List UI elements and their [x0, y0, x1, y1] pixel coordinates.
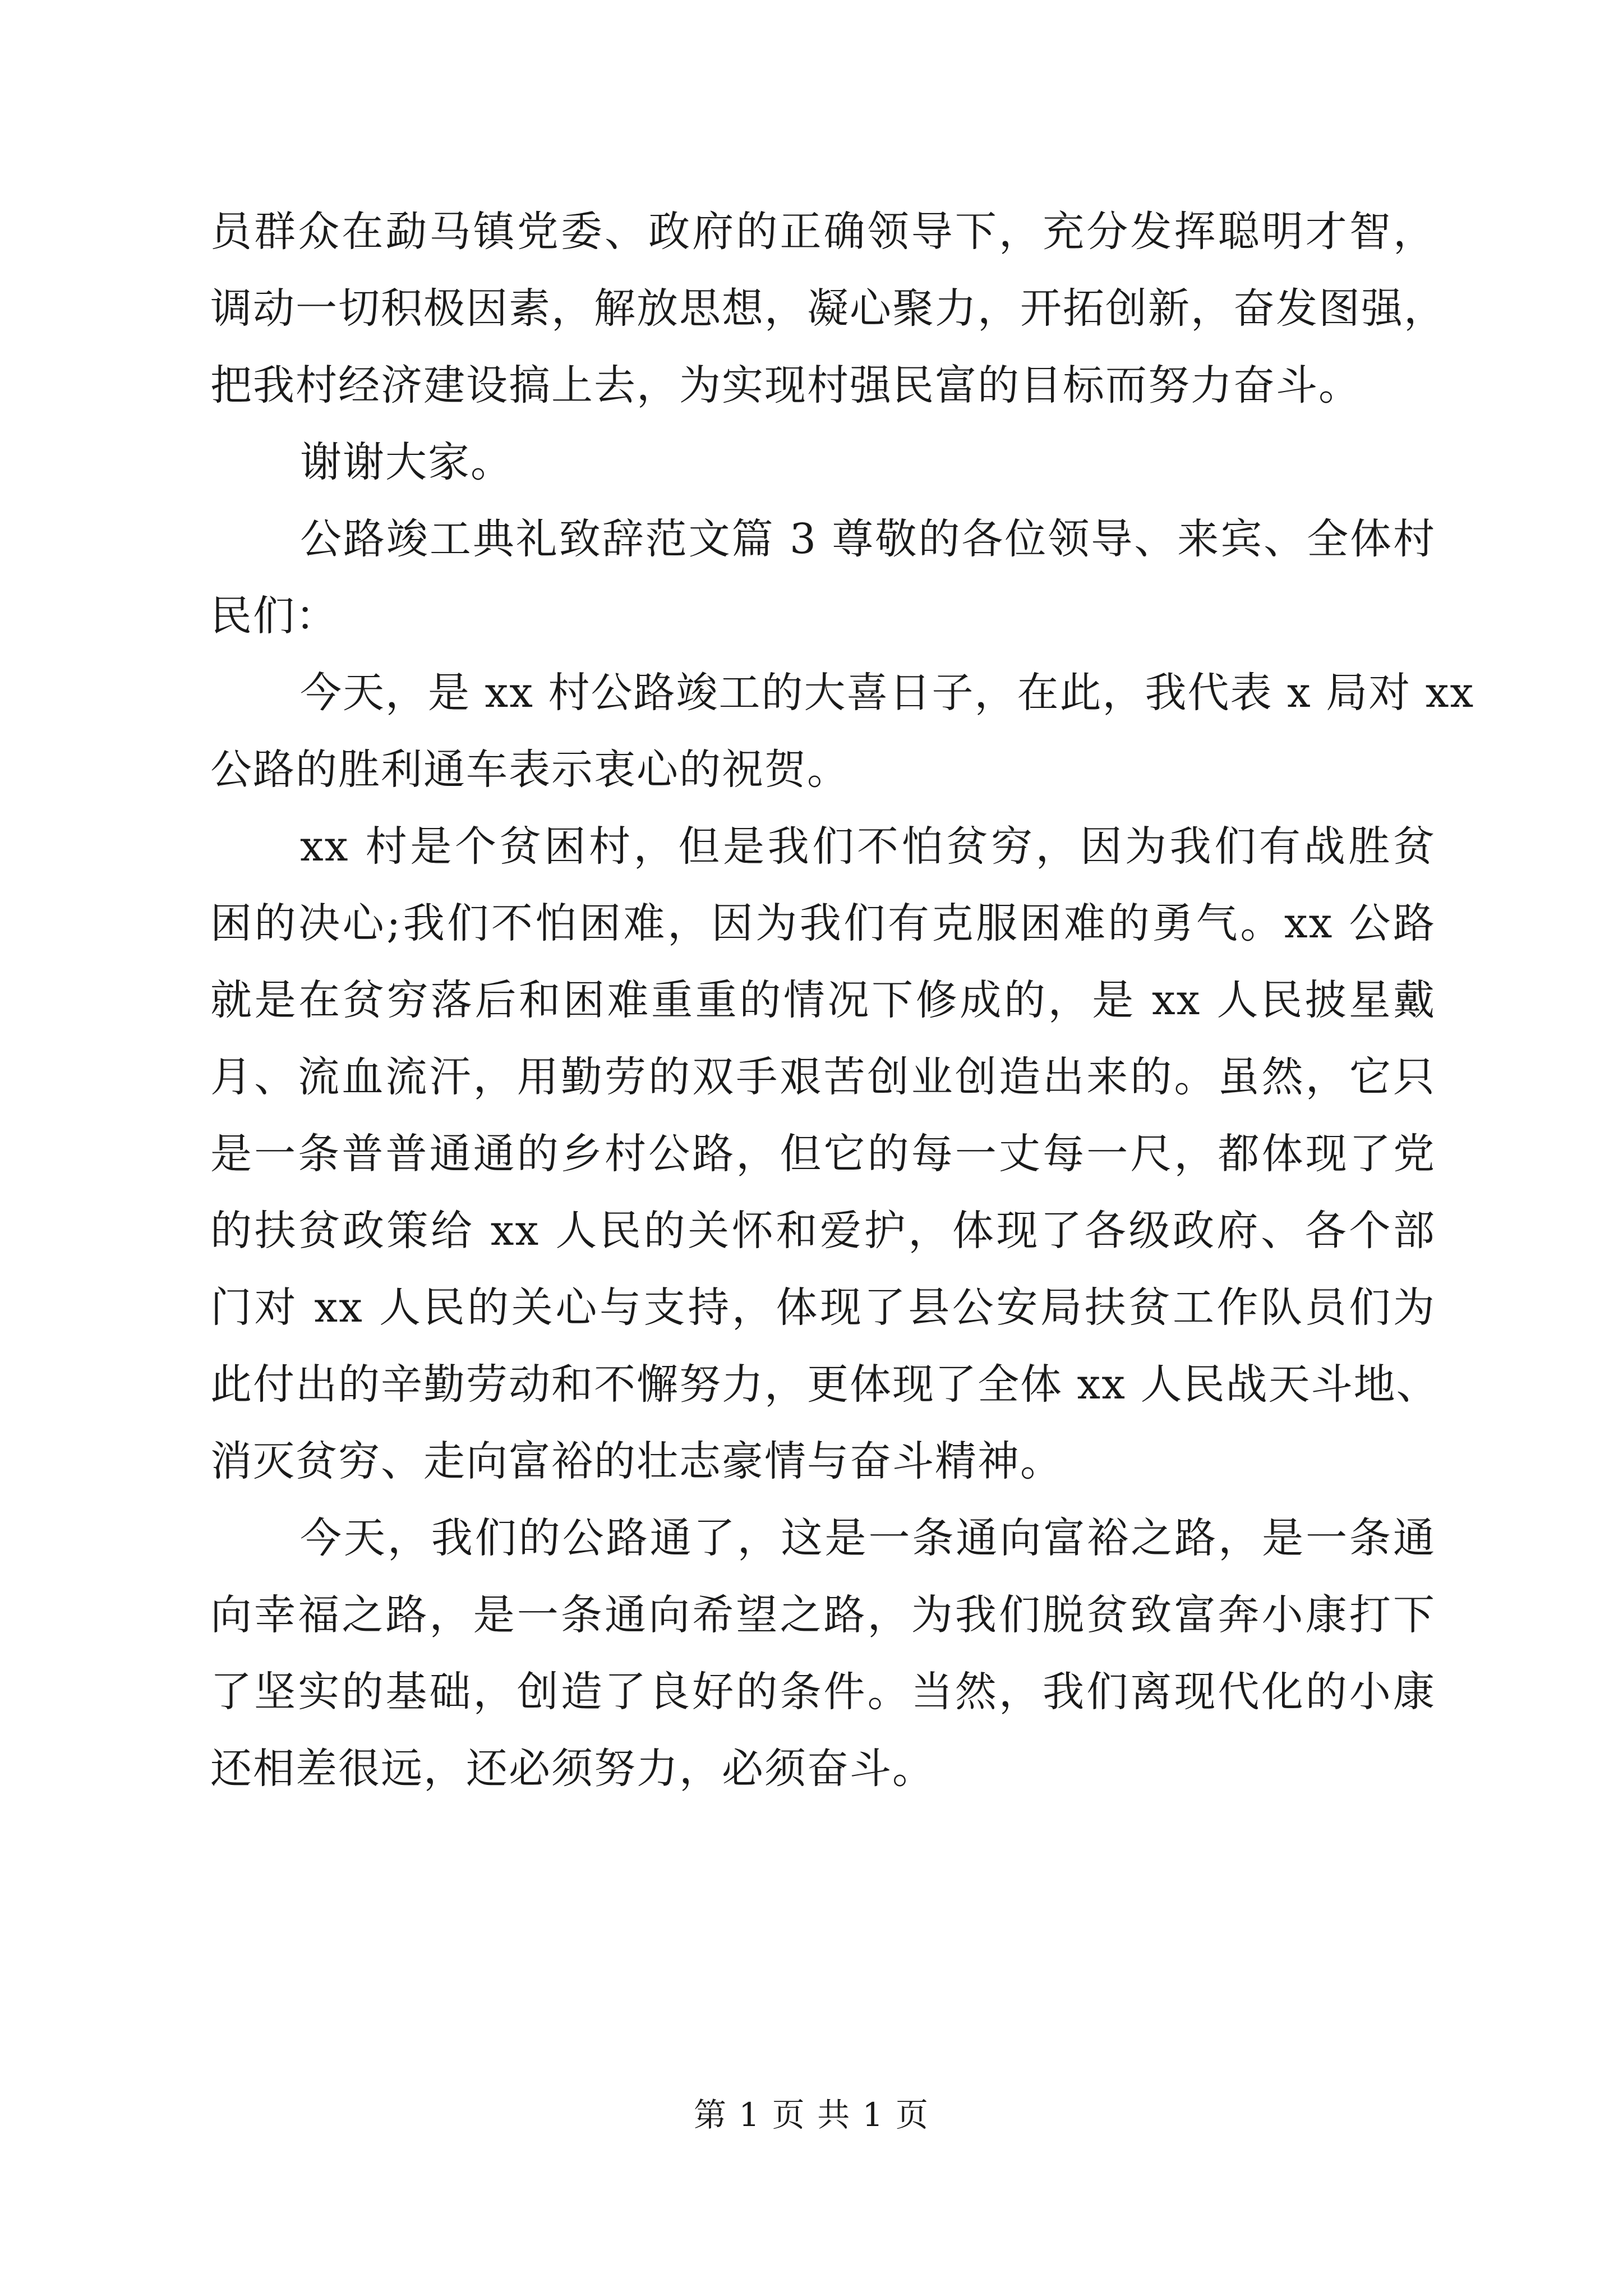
text-line: 月、流血流汗，用勤劳的双手艰苦创业创造出来的。虽然，它只 [210, 1053, 1436, 1101]
text-line: 调动一切积极因素，解放思想，凝心聚力，开拓创新，奋发图强， [210, 284, 1446, 333]
page-footer: 第 1 页 共 1 页 [694, 2096, 929, 2134]
text-line: 公路的胜利通车表示衷心的祝贺。 [210, 746, 850, 794]
text-line: 员群众在勐马镇党委、政府的正确领导下，充分发挥聪明才智， [210, 208, 1436, 256]
text-line: 消灭贫穷、走向富裕的壮志豪情与奋斗精神。 [210, 1437, 1063, 1485]
text-line: 把我村经济建设搞上去，为实现村强民富的目标而努力奋斗。 [210, 361, 1361, 409]
text-line: 今天，是 xx 村公路竣工的大喜日子，在此，我代表 x 局对 xx [300, 669, 1475, 717]
text-line: 就是在贫穷落后和困难重重的情况下修成的，是 xx 人民披星戴 [210, 976, 1436, 1024]
text-line: 民们： [210, 592, 338, 640]
text-line: 向幸福之路，是一条通向希望之路，为我们脱贫致富奔小康打下 [210, 1591, 1436, 1639]
text-line: 是一条普普通通的乡村公路，但它的每一丈每一尺，都体现了党 [210, 1130, 1436, 1178]
text-line: 还相差很远，还必须努力，必须奋斗。 [210, 1745, 935, 1793]
text-line: 了坚实的基础，创造了良好的条件。当然，我们离现代化的小康 [210, 1668, 1436, 1716]
text-line: 此付出的辛勤劳动和不懈努力，更体现了全体 xx 人民战天斗地、 [210, 1360, 1439, 1409]
text-line: 困的决心;我们不怕困难，因为我们有克服困难的勇气。xx 公路 [210, 899, 1436, 947]
text-line: 今天，我们的公路通了，这是一条通向富裕之路，是一条通 [300, 1514, 1436, 1562]
text-line: 谢谢大家。 [300, 438, 513, 486]
text-line: 公路竣工典礼致辞范文篇 3 尊敬的各位领导、来宾、全体村 [300, 515, 1436, 563]
text-line: xx 村是个贫困村，但是我们不怕贫穷，因为我们有战胜贫 [300, 822, 1436, 871]
text-line: 门对 xx 人民的关心与支持，体现了县公安局扶贫工作队员们为 [210, 1283, 1436, 1332]
document-body [210, 194, 1475, 1807]
text-line: 的扶贫政策给 xx 人民的关怀和爱护，体现了各级政府、各个部 [210, 1207, 1436, 1255]
